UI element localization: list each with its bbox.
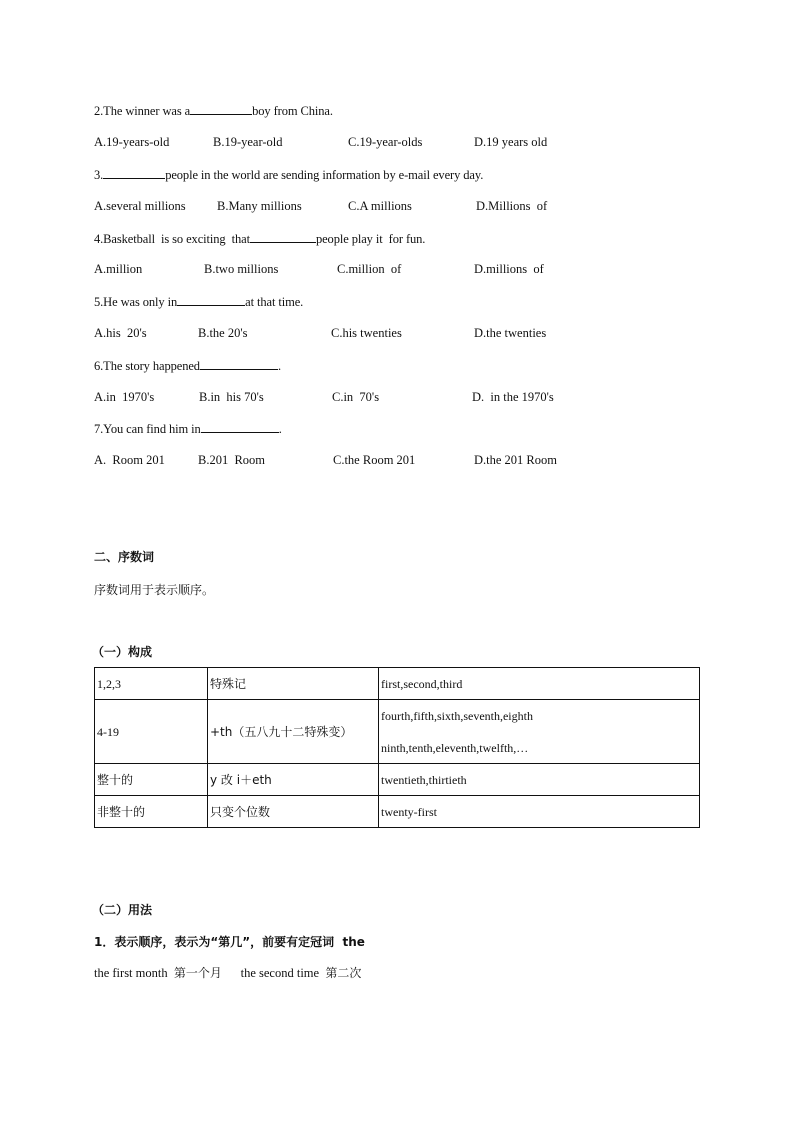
question-6-stem-end: . [277,359,281,373]
answer-blank [250,231,316,243]
option-2d: D.19 years old [474,135,548,149]
option-3a: A.several millions [94,199,186,213]
option-5a: A.his 20's [94,326,147,340]
table-row [95,796,700,828]
question-3-stem-end: people in the world are sending information by e-mail every day. [165,168,484,182]
answer-blank [200,358,278,370]
table-cell-line: fourth,fifth,sixth,seventh,eighth [381,708,533,723]
subsection-title-usage: （二）用法 [92,903,153,917]
option-4d: D.millions of [474,262,544,276]
table-row [95,668,700,700]
question-4-stem-end: people play it for fun. [315,232,426,246]
example-english-2: the second time [240,966,320,980]
question-6-stem-start: 6.The story happened [94,359,200,373]
usage-rule-1: 1．表示顺序，表示为“第几”，前要有定冠词 the [94,935,365,949]
option-6c: C.in 70's [332,390,380,404]
option-2c: C.19-year-olds [348,135,423,149]
table-cell: 非整十的 [95,796,208,828]
table-cell: 1,2,3 [95,668,208,700]
answer-blank [103,167,165,179]
question-3-stem-start: 3. [94,168,104,182]
question-5-stem-end: at that time. [245,295,304,309]
question-2 [94,103,333,119]
table-cell: twentieth,thirtieth [379,764,700,796]
table-cell: 特殊记 [208,668,379,700]
option-6d: D. in the 1970's [472,390,554,404]
option-4b: B.two millions [204,262,279,276]
table-cell [379,700,700,764]
example-chinese-2: 第二次 [325,966,362,980]
option-4c: C.million of [337,262,402,276]
table-cell: twenty-first [379,796,700,828]
example-chinese-1: 第一个月 [173,966,222,980]
question-6 [94,358,281,374]
subsection-title-formation: （一）构成 [92,645,153,659]
question-2-stem-start: 2.The winner was a [94,104,191,118]
section-intro: 序数词用于表示顺序。 [94,583,215,597]
question-2-stem-end: boy from China. [252,104,333,118]
option-3c: C.A millions [348,199,412,213]
example-english-1: the first month [94,966,168,980]
table-cell: y 改 i＋eth [208,764,379,796]
question-7-stem-end: . [278,422,282,436]
option-7a: A. Room 201 [94,453,165,467]
question-3 [94,167,483,183]
answer-blank [177,294,245,306]
option-4a: A.million [94,262,143,276]
option-2b: B.19-year-old [213,135,283,149]
table-cell-line: ninth,tenth,eleventh,twelfth,… [381,740,529,755]
option-5b: B.the 20's [198,326,248,340]
option-6a: A.in 1970's [94,390,155,404]
option-5c: C.his twenties [331,326,402,340]
option-6b: B.in his 70's [199,390,264,404]
option-5d: D.the twenties [474,326,547,340]
option-3b: B.Many millions [217,199,302,213]
option-2a: A.19-years-old [94,135,170,149]
question-4-stem-start: 4.Basketball is so exciting that [94,232,250,246]
question-5-stem-start: 5.He was only in [94,295,178,309]
option-7c: C.the Room 201 [333,453,416,467]
table-row [95,700,700,764]
option-7d: D.the 201 Room [474,453,557,467]
question-7-stem-start: 7.You can find him in [94,422,201,436]
question-5 [94,294,303,310]
section-title: 二、序数词 [94,550,155,564]
option-3d: D.Millions of [476,199,548,213]
ordinal-formation-table [94,667,700,828]
answer-blank [190,103,252,115]
question-4 [94,231,425,247]
table-cell: +th（五八九十二特殊变） [208,700,379,764]
table-row [95,764,700,796]
table-cell: 整十的 [95,764,208,796]
table-cell: 4-19 [95,700,208,764]
option-7b: B.201 Room [198,453,266,467]
usage-example [94,964,361,981]
question-7 [94,421,282,437]
table-cell: first,second,third [379,668,700,700]
answer-blank [201,421,279,433]
table-cell: 只变个位数 [208,796,379,828]
